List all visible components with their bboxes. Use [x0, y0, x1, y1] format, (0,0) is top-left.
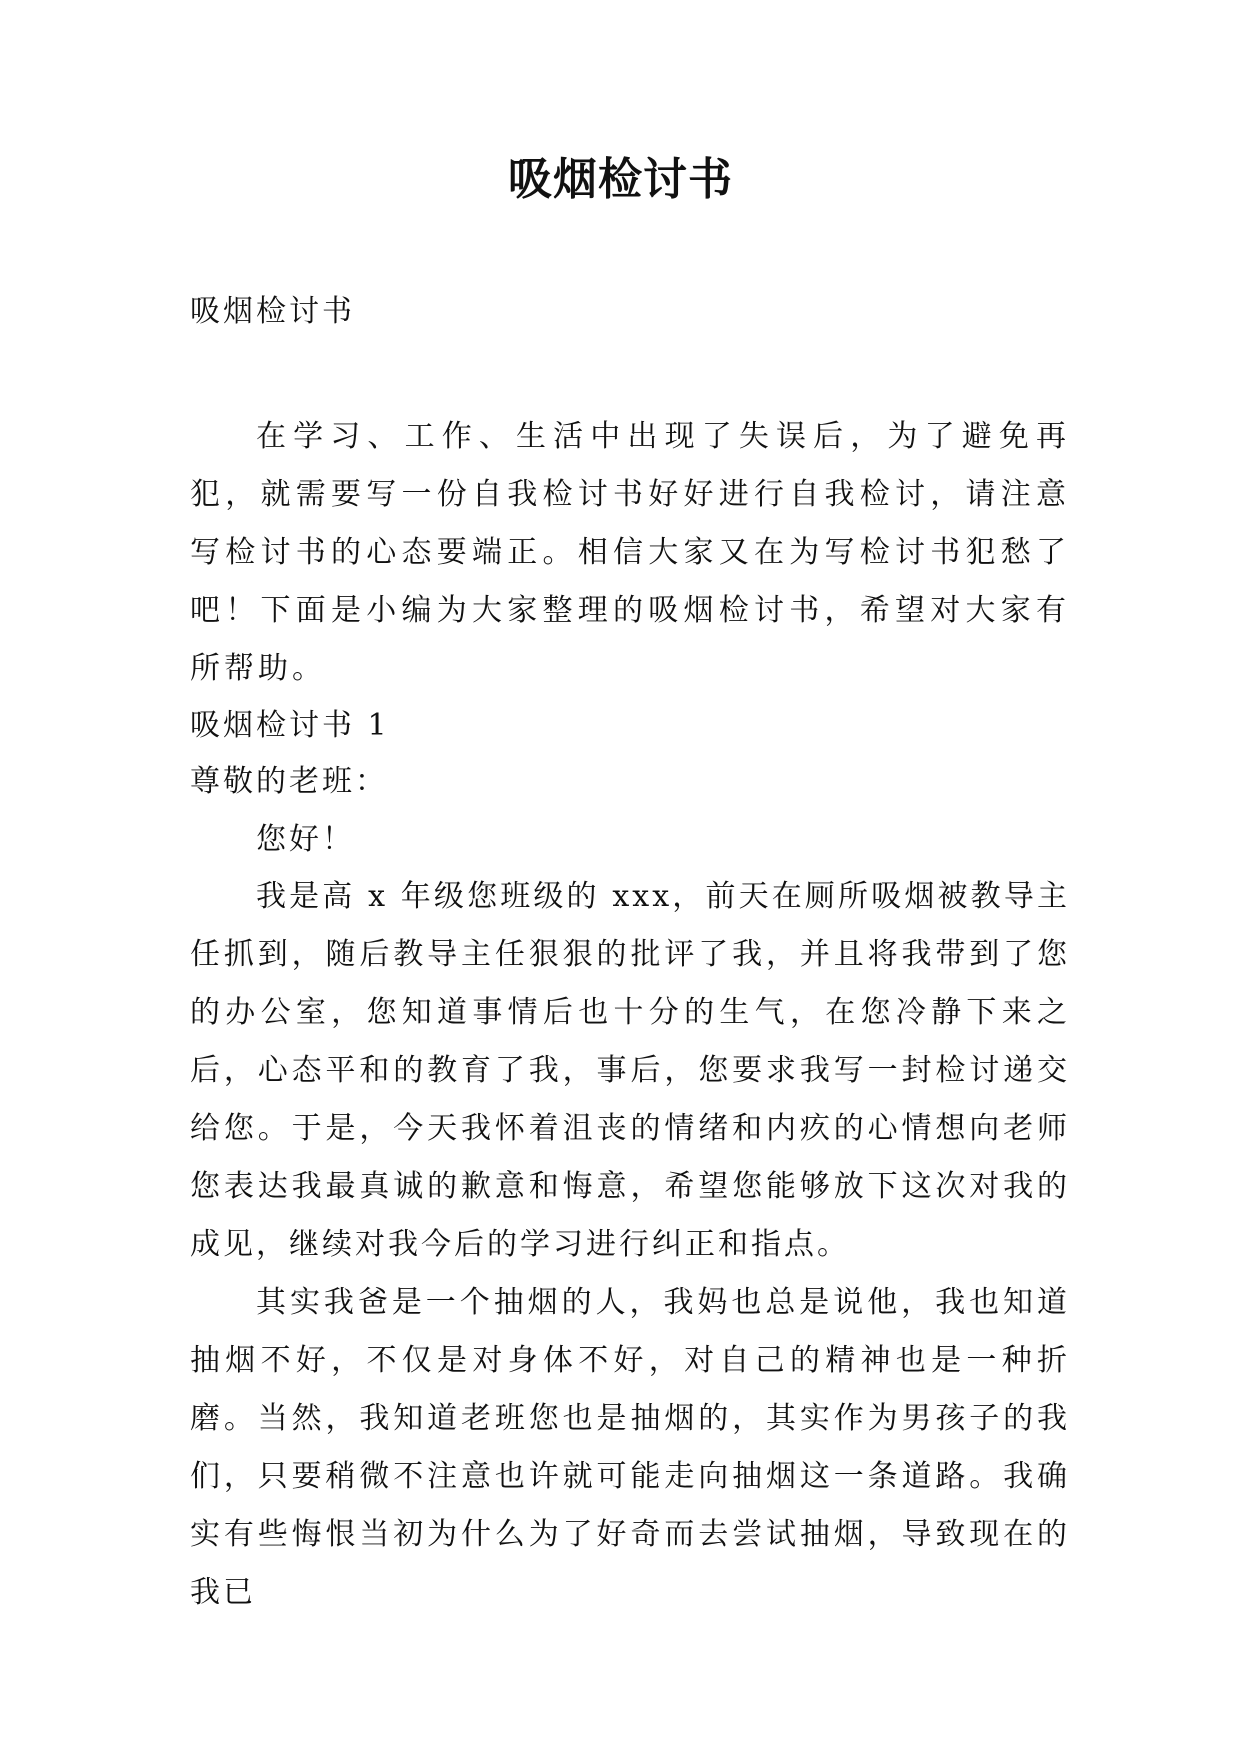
document-title: 吸烟检讨书 — [508, 154, 733, 205]
greeting: 您好！ — [256, 822, 355, 857]
salutation: 尊敬的老班： — [190, 764, 388, 799]
body-paragraph: 其实我爸是一个抽烟的人，我妈也总是说他，我也知道抽烟不好，不仅是对身体不好，对自己的精神也是一种折磨。当然，我知道老班您也是抽烟的，其实作为男孩子的我们，只要稍微不注意也许就可能走向抽烟这一条道路。我确实有些悔恨当初为什么为了好奇而去尝试抽烟，导致现在的我已 — [190, 1285, 1070, 1610]
section-heading: 吸烟检讨书 1 — [190, 708, 390, 743]
body-paragraph: 我是高 x 年级您班级的 xxx，前天在厕所吸烟被教导主任抓到，随后教导主任狠狠的批评了我，并且将我带到了您的办公室，您知道事情后也十分的生气，在您冷静下来之后，心态平和的教育了我，事后，您要求我写一封检讨递交给您。于是，今天我怀着沮丧的情绪和内疚的心情想向老师您表达我最真诚的歉意和悔意，希望您能够放下这次对我的成见，继续对我今后的学习进行纠正和指点。 — [190, 879, 1070, 1262]
document-subtitle: 吸烟检讨书 — [190, 294, 355, 329]
intro-paragraph: 在学习、工作、生活中出现了失误后，为了避免再犯，就需要写一份自我检讨书好好进行自我检讨，请注意写检讨书的心态要端正。相信大家又在为写检讨书犯愁了吧！下面是小编为大家整理的吸烟检讨书，希望对大家有所帮助。 — [190, 419, 1070, 686]
